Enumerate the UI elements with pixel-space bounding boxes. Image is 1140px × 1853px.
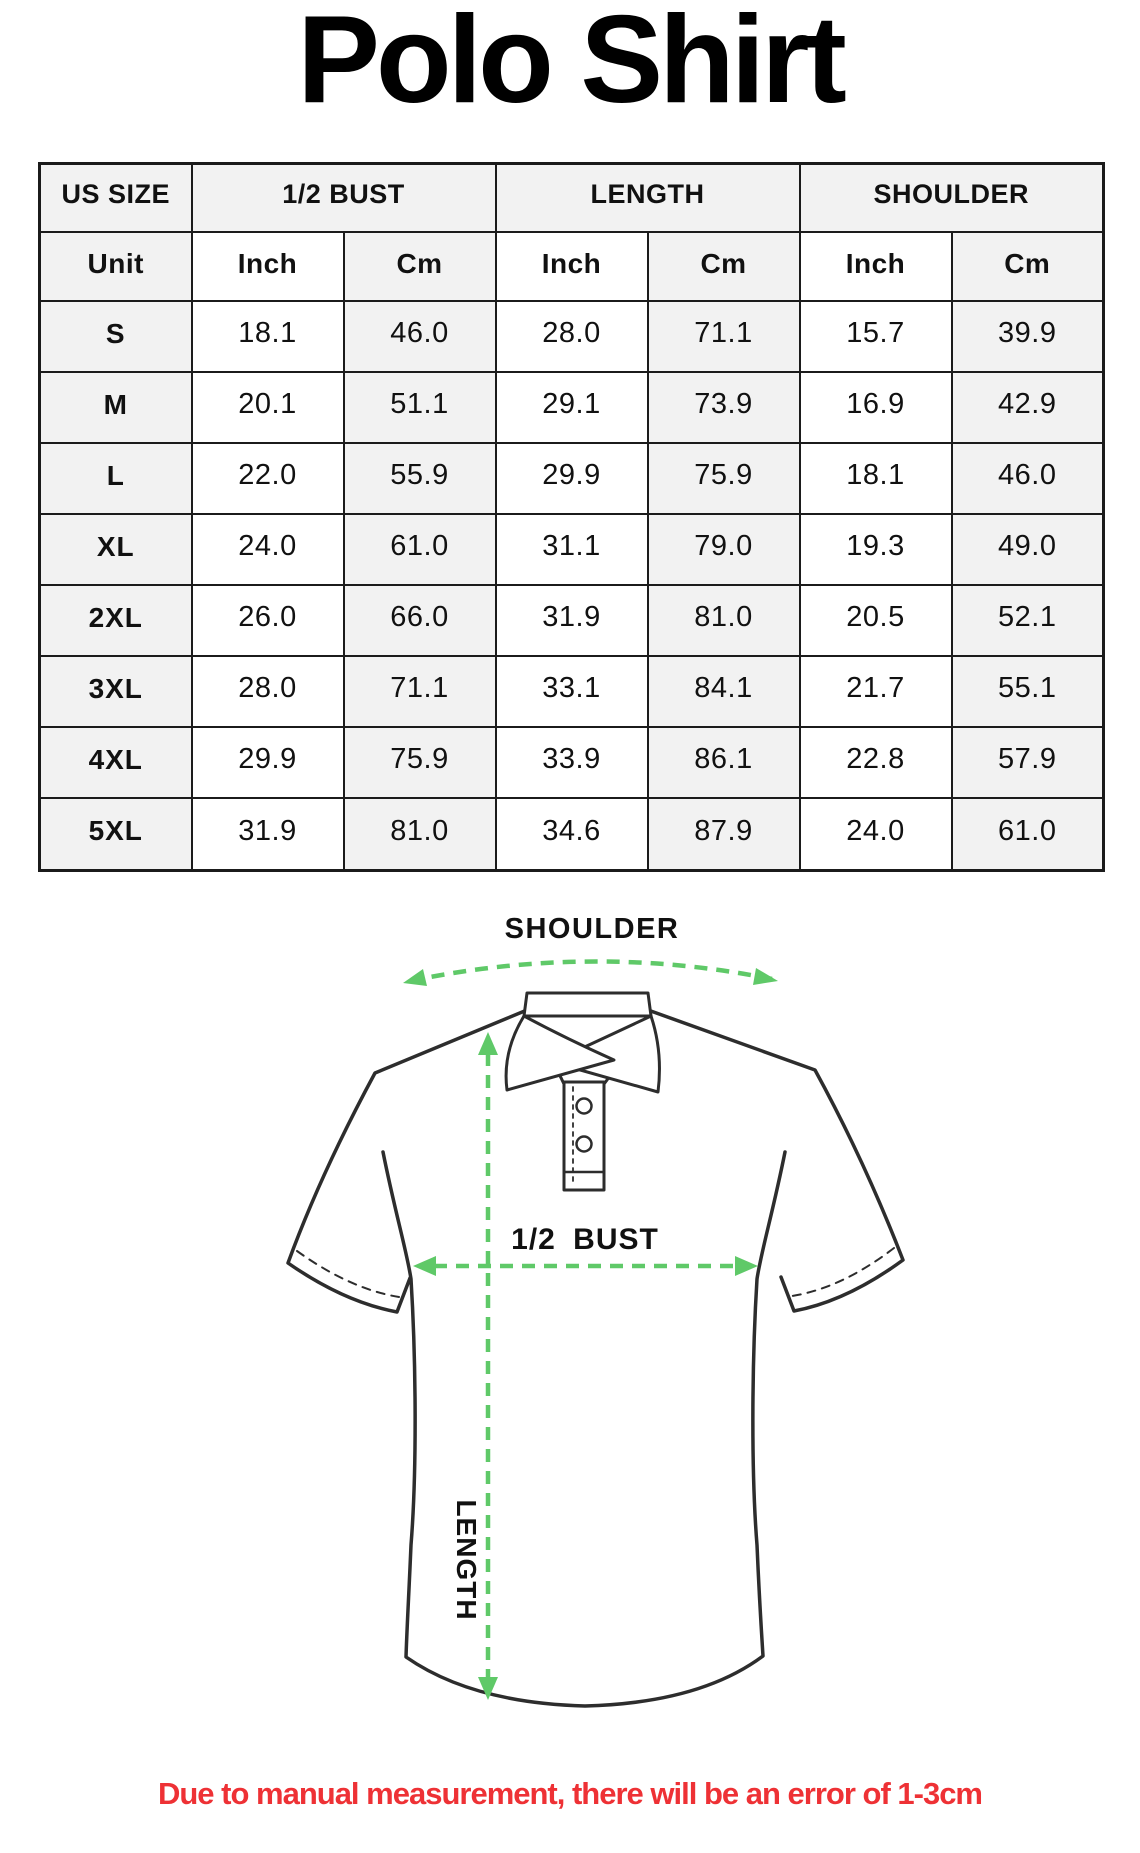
arrow-right-icon [753,968,778,985]
value-cell: 29.1 [496,372,648,443]
value-cell: 42.9 [952,372,1104,443]
bust-dim-label: 1/2 BUST [511,1223,659,1256]
value-cell: 26.0 [192,585,344,656]
unit-cm-cell: Cm [648,232,800,301]
value-cell: 75.9 [344,727,496,798]
group-header-row [40,164,1104,232]
value-cell: 84.1 [648,656,800,727]
value-cell: 18.1 [192,301,344,372]
page-title: Polo Shirt [297,0,843,129]
value-cell: 29.9 [192,727,344,798]
value-cell: 71.1 [648,301,800,372]
table-row [40,798,1104,870]
value-cell: 71.1 [344,656,496,727]
size-cell: 5XL [40,798,192,870]
measurement-disclaimer: Due to manual measurement, there will be an error of 1-3cm [157,1776,983,1811]
value-cell: 57.9 [952,727,1104,798]
value-cell: 46.0 [344,301,496,372]
value-cell: 15.7 [800,301,952,372]
value-cell: 22.8 [800,727,952,798]
size-cell: M [40,372,192,443]
table-row [40,301,1104,372]
value-cell: 20.1 [192,372,344,443]
size-cell: 2XL [40,585,192,656]
value-cell: 16.9 [800,372,952,443]
value-cell: 33.9 [496,727,648,798]
value-cell: 81.0 [344,798,496,870]
value-cell: 22.0 [192,443,344,514]
value-cell: 46.0 [952,443,1104,514]
value-cell: 49.0 [952,514,1104,585]
table-row [40,656,1104,727]
size-cell: 4XL [40,727,192,798]
button-icon [577,1099,592,1114]
value-cell: 73.9 [648,372,800,443]
table-row [40,585,1104,656]
unit-inch-cell: Inch [800,232,952,301]
arrow-left-icon [413,1256,436,1276]
value-cell: 81.0 [648,585,800,656]
table-row [40,727,1104,798]
value-cell: 39.9 [952,301,1104,372]
size-chart-table [38,162,1105,872]
value-cell: 18.1 [800,443,952,514]
shoulder-measure-arc [410,961,772,981]
value-cell: 52.1 [952,585,1104,656]
value-cell: 28.0 [496,301,648,372]
value-cell: 33.1 [496,656,648,727]
length-dim-label: LENGTH [451,1499,482,1621]
unit-inch-cell: Inch [496,232,648,301]
shirt-outline [288,993,903,1706]
arrow-up-icon [478,1032,498,1055]
value-cell: 19.3 [800,514,952,585]
value-cell: 24.0 [192,514,344,585]
shoulder-dim-label: SHOULDER [504,913,680,945]
size-cell: XL [40,514,192,585]
size-cell: L [40,443,192,514]
value-cell: 66.0 [344,585,496,656]
value-cell: 31.1 [496,514,648,585]
value-cell: 28.0 [192,656,344,727]
header-shoulder: SHOULDER [800,164,1104,232]
value-cell: 29.9 [496,443,648,514]
value-cell: 75.9 [648,443,800,514]
value-cell: 79.0 [648,514,800,585]
value-cell: 20.5 [800,585,952,656]
value-cell: 87.9 [648,798,800,870]
value-cell: 31.9 [496,585,648,656]
value-cell: 34.6 [496,798,648,870]
unit-row [40,232,1104,301]
unit-cell: Unit [40,232,192,301]
table-row [40,443,1104,514]
header-us-size: US SIZE [40,164,192,232]
button-icon [577,1137,592,1152]
size-cell: S [40,301,192,372]
value-cell: 21.7 [800,656,952,727]
value-cell: 31.9 [192,798,344,870]
unit-cm-cell: Cm [344,232,496,301]
value-cell: 61.0 [344,514,496,585]
table-row [40,514,1104,585]
arrow-right-icon [735,1256,758,1276]
size-cell: 3XL [40,656,192,727]
value-cell: 55.9 [344,443,496,514]
header-length: LENGTH [496,164,800,232]
value-cell: 61.0 [952,798,1104,870]
value-cell: 24.0 [800,798,952,870]
arrow-left-icon [403,969,427,986]
bust-measure-line [413,1256,758,1276]
value-cell: 51.1 [344,372,496,443]
header-half-bust: 1/2 BUST [192,164,496,232]
polo-shirt-diagram [0,878,1140,1758]
unit-inch-cell: Inch [192,232,344,301]
value-cell: 86.1 [648,727,800,798]
value-cell: 55.1 [952,656,1104,727]
table-row [40,372,1104,443]
unit-cm-cell: Cm [952,232,1104,301]
